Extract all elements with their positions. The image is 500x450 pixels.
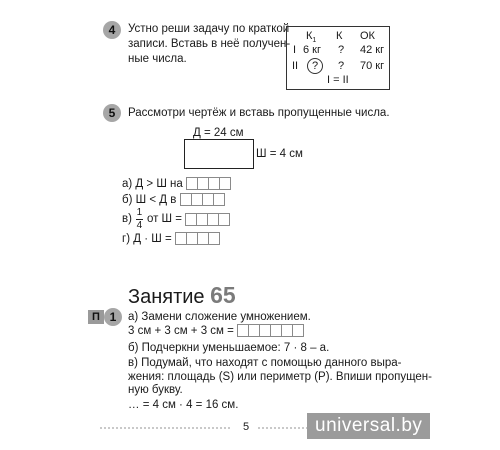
task5-item-d	[122, 232, 220, 246]
task1-a-line1: а) Замени сложение умножением.	[128, 311, 311, 323]
table-row2-value3: 70 кг	[360, 60, 385, 72]
task5-text: Рассмотри чертёж и вставь пропущенные числа.	[128, 107, 390, 119]
answer-cells[interactable]	[185, 213, 230, 226]
task1-a-expression: 3 см + 3 см + 3 см =	[128, 325, 234, 337]
table-row1-value2: ?	[338, 44, 345, 56]
task5-item-a	[122, 177, 231, 191]
task-number-badge: 5	[103, 104, 121, 122]
task5-item-c-prefix: в)	[122, 213, 132, 225]
task-number-badge: 1	[104, 308, 122, 326]
fraction-one-quarter	[136, 208, 143, 231]
task5-item-c	[122, 207, 230, 231]
width-label: Ш = 4 см	[256, 148, 303, 160]
table-header-ok: ОК	[360, 30, 375, 42]
lesson-title-word: Занятие	[128, 286, 205, 308]
lesson-title	[128, 282, 236, 309]
task1-c-line3: ную букву.	[128, 384, 183, 396]
task1-c-line2: жения: площадь (S) или периметр (P). Впиши пропущен-	[128, 371, 432, 383]
lesson-number: 65	[210, 282, 236, 308]
task1-c-line4: … = 4 см · 4 = 16 см.	[128, 399, 239, 411]
task5-item-b-text: б) Ш < Д в	[122, 194, 177, 206]
length-label: Д = 24 см	[193, 127, 244, 139]
task5-item-c-text: от Ш =	[146, 213, 183, 225]
footer-dotted-line-left	[100, 427, 230, 429]
task1-b-line: б) Подчеркни уменьшаемое: 7 · 8 – а.	[128, 342, 330, 354]
task-number-badge: 4	[103, 21, 121, 39]
answer-cells[interactable]	[180, 193, 225, 206]
task4-text-line1: Устно реши задачу по краткой	[128, 23, 290, 35]
table-row1-value3: 42 кг	[360, 44, 385, 56]
table-footer: I = II	[327, 74, 349, 86]
table-row2-value1-circled[interactable]: ?	[307, 58, 323, 74]
task1-a-line2	[128, 324, 304, 338]
table-row2-value2: ?	[338, 60, 345, 72]
task5-item-d-text: г) Д · Ш =	[122, 233, 172, 245]
fraction-denominator: 4	[136, 219, 143, 231]
task1-c-line1: в) Подумай, что находят с помощью данного выра-	[128, 357, 402, 369]
task4-text-line3: ные числа.	[128, 53, 187, 65]
task4-text-line2: записи. Вставь в неё получен-	[128, 38, 291, 50]
answer-cells[interactable]	[237, 324, 304, 337]
fraction-numerator: 1	[136, 206, 143, 218]
task5-item-a-text: а) Д > Ш на	[122, 178, 183, 190]
footer-dotted-line-right	[258, 427, 308, 429]
answer-cells[interactable]	[186, 177, 231, 190]
table-header-k: К	[336, 30, 343, 42]
short-record-table	[286, 26, 390, 90]
table-row2-label: II	[292, 60, 299, 72]
answer-cells[interactable]	[175, 232, 220, 245]
table-header-k1: $К_1$	[306, 30, 317, 45]
task5-item-b	[122, 193, 225, 207]
section-marker-icon: П	[88, 310, 104, 324]
table-row1-value1: 6 кг	[303, 44, 321, 56]
watermark: universal.by	[307, 413, 430, 439]
page-number: 5	[243, 421, 250, 433]
rectangle-drawing	[184, 139, 254, 169]
table-row1-label: I	[293, 44, 297, 56]
